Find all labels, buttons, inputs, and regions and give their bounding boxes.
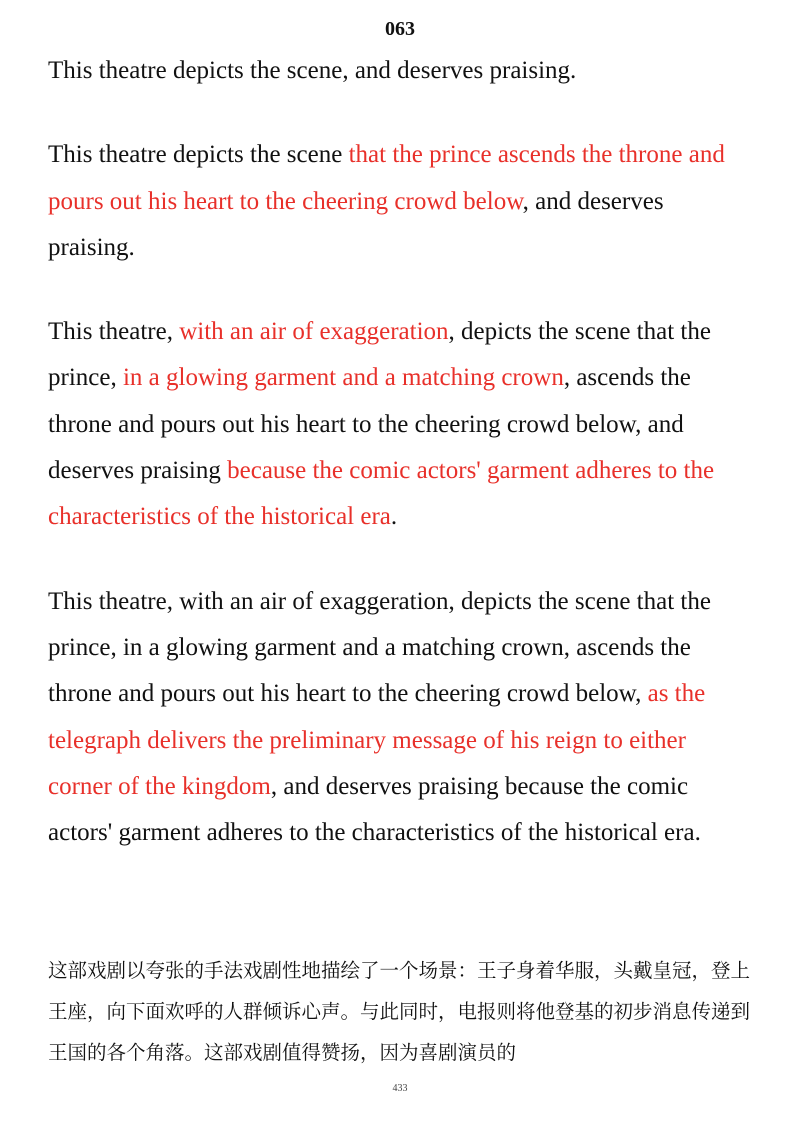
english-text-block (48, 48, 753, 894)
highlighted-segment: as the telegraph delivers the preliminary message of his reign to either corner of the kingdom (48, 680, 706, 800)
chinese-translation: 这部戏剧以夸张的手法戏剧性地描绘了一个场景：王子身着华服，头戴皇冠，登上王座，向下面欢呼的人群倾诉心声。与此同时，电报则将他登基的初步消息传递到王国的各个角落。这部戏剧值得赞扬，因为喜剧演员的 (48, 959, 751, 1064)
paragraph-segment: This theatre depicts the scene (48, 141, 349, 169)
highlighted-segment: in a glowing garment and a matching crown (122, 364, 564, 392)
paragraph-segment: This theatre, (48, 318, 180, 346)
paragraph-segment: , depicts the scene that the prince, (48, 318, 711, 392)
highlighted-segment: that the prince ascends the throne and pours out his heart to the cheering crowd below (48, 141, 725, 215)
page-number: 063 (385, 18, 415, 40)
paragraph-segment: , and deserves praising. (48, 187, 664, 261)
paragraph-1 (48, 48, 753, 94)
paragraph-3 (48, 309, 753, 540)
paragraph-segment: This theatre, with an air of exaggeration, depicts the scene that the prince, in a glowing garment and a matching crown, ascends the throne and pours out his heart to the cheering crowd below, (48, 587, 711, 708)
paragraph-segment: This theatre depicts the scene, and deserves praising. (48, 57, 577, 84)
highlighted-segment: because the comic actors' garment adheres to the characteristics of the historical era (48, 457, 715, 531)
paragraph-4 (48, 579, 753, 857)
paragraph-segment: , and deserves praising because the comic actors' garment adheres to the characteristics of the historical era. (48, 772, 701, 847)
paragraph-2 (48, 132, 753, 271)
paragraph-segment: . (390, 503, 398, 531)
footer-page-number: 433 (392, 1083, 408, 1094)
highlighted-segment: with an air of exaggeration (179, 318, 449, 346)
paragraph-segment: , ascends the throne and pours out his heart to the cheering crowd below, and deserves praising (48, 364, 691, 485)
